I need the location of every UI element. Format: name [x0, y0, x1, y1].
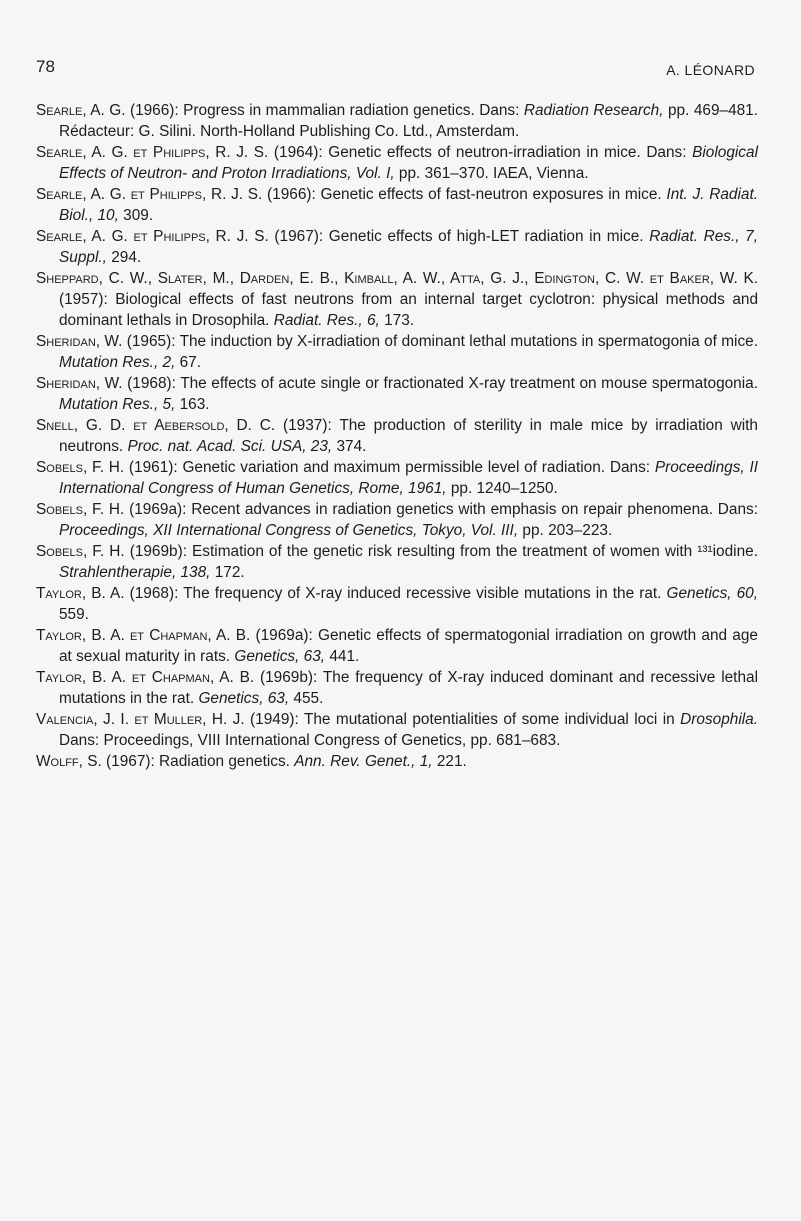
reference-source: Proceedings, II International Congress of Human Genetics, Rome, 1961,	[59, 459, 759, 497]
reference-item	[36, 625, 758, 667]
reference-pages: 67.	[175, 354, 202, 371]
reference-text: (1957): Biological effects of fast neutrons from an internal target cyclotron: physical methods and dominant lethals in Drosophila.	[59, 291, 758, 329]
reference-authors: Sheridan, W.	[36, 333, 123, 350]
reference-item	[36, 457, 758, 499]
reference-authors: Snell, G. D. et Aebersold, D. C.	[36, 417, 276, 434]
reference-source: Genetics, 63,	[234, 648, 326, 665]
reference-authors: Sheridan, W.	[36, 375, 123, 392]
reference-item	[36, 226, 758, 268]
reference-text: (1966): Genetic effects of fast-neutron exposures in mice.	[262, 186, 667, 203]
reference-authors: Valencia, J. I. et Muller, H. J.	[36, 711, 245, 728]
reference-item	[36, 142, 758, 184]
reference-pages: 294.	[106, 249, 142, 266]
reference-pages: 221.	[432, 753, 467, 770]
reference-source: Strahlentherapie, 138,	[59, 564, 211, 581]
reference-text: (1969a): Genetic effects of spermatogonial irradiation on growth and age at sexual maturity in rats.	[59, 627, 758, 665]
reference-authors: Searle, A. G. et Philipps, R. J. S.	[36, 228, 269, 245]
reference-list	[36, 100, 758, 772]
reference-source: Mutation Res., 5,	[59, 396, 176, 413]
reference-source: Radiat. Res., 7, Suppl.,	[59, 228, 759, 266]
reference-authors: Taylor, B. A. et Chapman, A. B.	[36, 669, 255, 686]
reference-authors: Searle, A. G. et Philipps, R. J. S.	[36, 186, 263, 203]
reference-source: Radiat. Res., 6,	[273, 312, 380, 329]
reference-item	[36, 751, 758, 772]
reference-pages: 172.	[210, 564, 245, 581]
reference-item	[36, 499, 758, 541]
reference-text: (1969b): The frequency of X-ray induced dominant and recessive lethal mutations in the rat.	[59, 669, 758, 707]
reference-text: (1968): The frequency of X-ray induced recessive visible mutations in the rat.	[124, 585, 667, 602]
reference-text: (1965): The induction by X-irradiation of dominant lethal mutations in spermatogonia of mice.	[122, 333, 759, 350]
reference-authors: Sobels, F. H.	[36, 543, 125, 560]
reference-pages: pp. 361–370. IAEA, Vienna.	[394, 165, 589, 182]
reference-pages: 374.	[332, 438, 367, 455]
reference-item	[36, 541, 758, 583]
reference-item	[36, 583, 758, 625]
reference-pages: pp. 1240–1250.	[446, 480, 558, 497]
reference-pages: Dans: Proceedings, VIII International Congress of Genetics, pp. 681–683.	[59, 732, 561, 749]
reference-authors: Sobels, F. H.	[36, 459, 125, 476]
reference-pages: 455.	[289, 690, 324, 707]
reference-pages: 163.	[175, 396, 210, 413]
reference-authors: Searle, A. G. et Philipps, R. J. S.	[36, 144, 269, 161]
page-number: 78	[36, 57, 55, 76]
reference-authors: Wolff, S.	[36, 753, 102, 770]
reference-pages: 309.	[118, 207, 154, 224]
reference-source: Ann. Rev. Genet., 1,	[294, 753, 433, 770]
reference-authors: Sobels, F. H.	[36, 501, 125, 518]
reference-text: (1967): Radiation genetics.	[101, 753, 295, 770]
reference-text: (1969b): Estimation of the genetic risk resulting from the treatment of women with ¹³¹iodine.	[124, 543, 758, 560]
reference-text: (1966): Progress in mammalian radiation genetics. Dans:	[125, 102, 524, 119]
reference-item	[36, 184, 758, 226]
reference-source: Radiation Research,	[523, 102, 664, 119]
reference-item	[36, 667, 758, 709]
reference-source: Mutation Res., 2,	[59, 354, 176, 371]
reference-pages: 173.	[379, 312, 415, 329]
reference-source: Genetics, 60,	[666, 585, 758, 602]
reference-source: Proceedings, XII International Congress of Genetics, Tokyo, Vol. III,	[59, 522, 519, 539]
reference-authors: Taylor, B. A. et Chapman, A. B.	[36, 627, 251, 644]
reference-source: Genetics, 63,	[198, 690, 290, 707]
reference-pages: 559.	[59, 606, 89, 623]
reference-source: Biological Effects of Neutron- and Proton Irradiations, Vol. I,	[59, 144, 758, 182]
reference-text: (1961): Genetic variation and maximum permissible level of radiation. Dans:	[124, 459, 655, 476]
reference-item	[36, 100, 758, 142]
reference-text: (1967): Genetic effects of high-LET radiation in mice.	[268, 228, 650, 245]
reference-text: (1969a): Recent advances in radiation genetics with emphasis on repair phenomena. Dans:	[124, 501, 759, 518]
reference-pages: pp. 203–223.	[518, 522, 613, 539]
running-head: A. LÉONARD	[666, 62, 755, 78]
reference-text: (1937): The production of sterility in male mice by irradiation with neutrons.	[59, 417, 758, 455]
reference-text: (1968): The effects of acute single or fractionated X-ray treatment on mouse spermatogonia.	[122, 375, 758, 392]
reference-authors: Sheppard, C. W., Slater, M., Darden, E. B., Kimball, A. W., Atta, G. J., Edington, C. W. et Baker, W. K.	[36, 270, 758, 287]
reference-item	[36, 415, 758, 457]
reference-authors: Searle, A. G.	[36, 102, 126, 119]
reference-text: (1964): Genetic effects of neutron-irradiation in mice. Dans:	[268, 144, 693, 161]
reference-text: (1949): The mutational potentialities of some individual loci in	[244, 711, 681, 728]
reference-item	[36, 331, 758, 373]
reference-item	[36, 373, 758, 415]
reference-source: Drosophila.	[680, 711, 758, 728]
reference-item	[36, 709, 758, 751]
reference-pages: pp. 469–481. Rédacteur: G. Silini. North-Holland Publishing Co. Ltd., Amsterdam.	[59, 102, 759, 140]
reference-source: Int. J. Radiat. Biol., 10,	[59, 186, 758, 224]
reference-item	[36, 268, 758, 331]
reference-pages: 441.	[325, 648, 360, 665]
reference-authors: Taylor, B. A.	[36, 585, 125, 602]
reference-source: Proc. nat. Acad. Sci. USA, 23,	[127, 438, 333, 455]
